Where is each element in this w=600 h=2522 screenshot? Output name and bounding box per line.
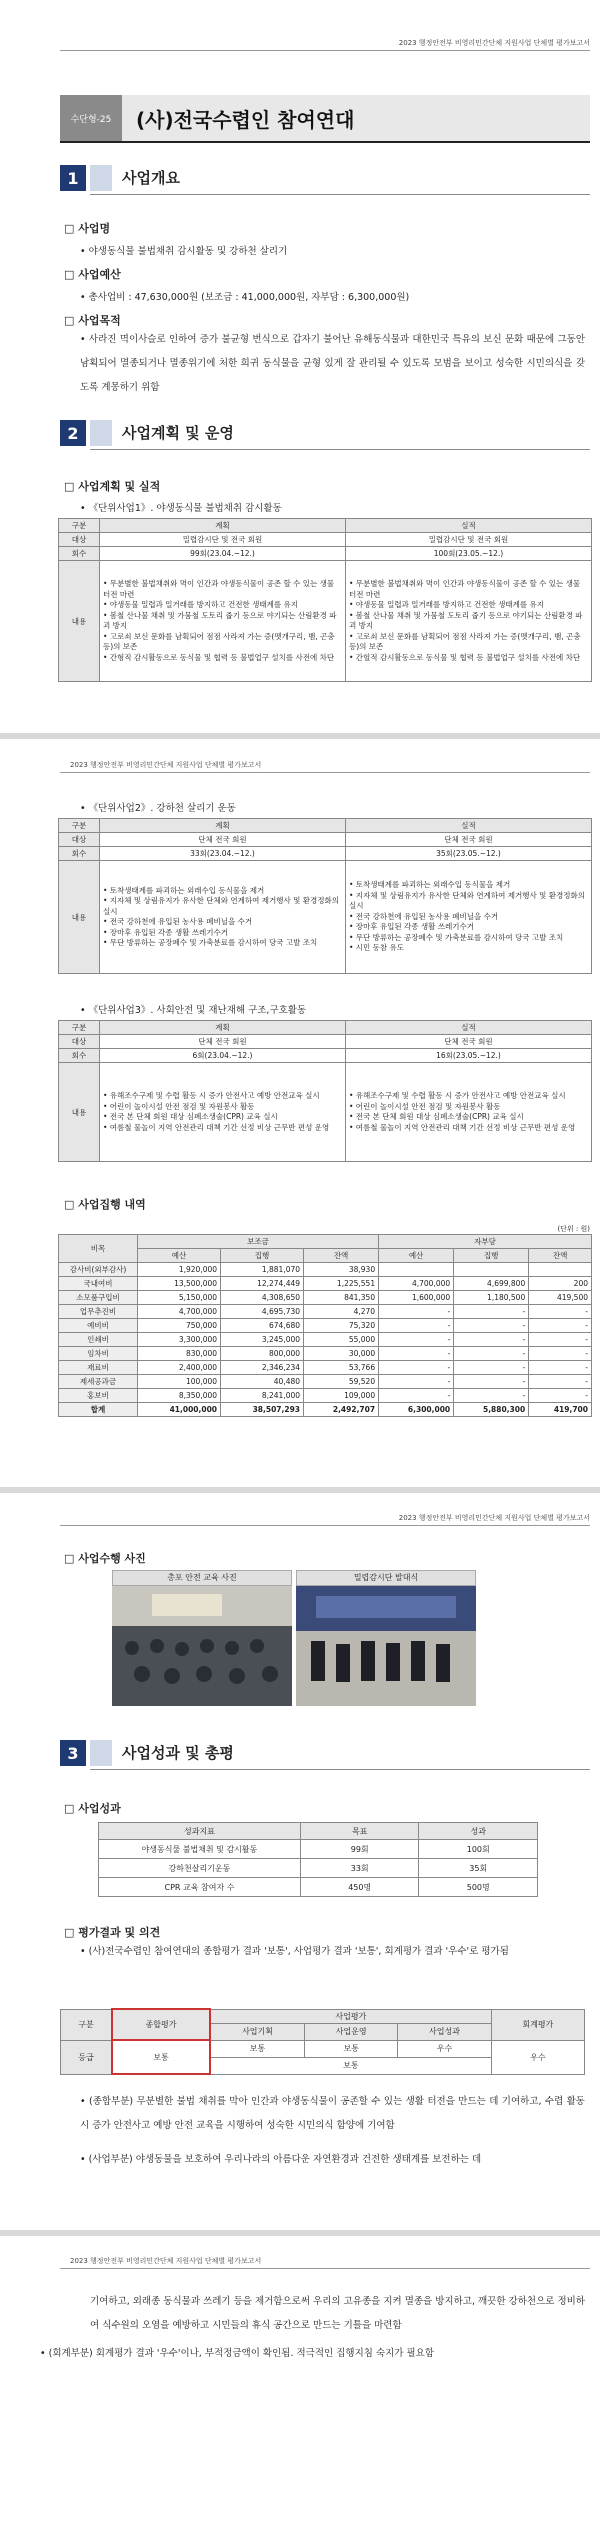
budget-text: • 총사업비 : 47,630,000원 (보조금 : 41,000,000원, 자부담 : 6,300,000원) [80, 292, 410, 303]
cell: 99회(23.04.~12.) [100, 547, 346, 561]
table-cell: 100회 [419, 1840, 538, 1859]
unit2-title: • 《단위사업2》. 강하천 살리기 운동 [80, 803, 236, 814]
eval-intro: • (사)전국수렵인 참여연대의 종합평가 결과 '보통', 사업평가 결과 '보통', 회계평가 결과 '우수'로 평가됨 [80, 1946, 509, 1957]
row-target: 대상 [59, 533, 100, 547]
table-cell: 99회 [300, 1840, 419, 1859]
col-total: 종합평가 [112, 2009, 210, 2040]
table-cell: - [379, 1319, 454, 1333]
table-cell: 8,350,000 [138, 1389, 221, 1403]
table-row [59, 1347, 592, 1361]
eval-general: • (종합부분) 무분별한 불법 채취를 막아 인간과 야생동식물이 공존할 수 있는 생활 터전을 만드는 데 기여하고, 수렵 활동 시 증가 안전사고 예방 안전 교육을 시행하여 성숙한 시민의식 함양에 기여함 [80, 2096, 585, 2131]
col-spent: 집행 [454, 1249, 529, 1263]
table-cell: 800,000 [221, 1347, 304, 1361]
table-cell: 41,000,000 [138, 1403, 221, 1417]
table-cell: 750,000 [138, 1319, 221, 1333]
cell: 33회(23.04.~12.) [100, 847, 346, 861]
project-name-text: • 야생동식물 불법채취 감시활동 및 강하천 살리기 [80, 246, 288, 257]
row-label: 업무추진비 [59, 1305, 138, 1319]
cell: 단체 전국 회원 [346, 1035, 592, 1049]
table-cell: 419,700 [529, 1403, 592, 1417]
table-cell: 109,000 [304, 1389, 379, 1403]
grade-total: 보통 [112, 2040, 210, 2074]
table-cell: 2,400,000 [138, 1361, 221, 1375]
col-self: 자부담 [379, 1235, 592, 1249]
org-title: (사)전국수렵인 참여연대 [136, 108, 355, 132]
table-row [99, 1859, 538, 1878]
page-break [0, 2230, 600, 2236]
cell: 밀렵감시단 및 전국 회원 [346, 533, 592, 547]
table-cell: 1,881,070 [221, 1263, 304, 1277]
table-cell: 4,700,000 [379, 1277, 454, 1291]
row-label: 홍보비 [59, 1389, 138, 1403]
table-cell: 38,507,293 [221, 1403, 304, 1417]
cell: 단체 전국 회원 [346, 833, 592, 847]
table-cell: - [529, 1347, 592, 1361]
section-2-heading [60, 420, 590, 446]
program-tag: 수단형-25 [60, 95, 122, 141]
table-cell: - [529, 1361, 592, 1375]
exec-unit: (단위 : 원) [557, 1225, 590, 1233]
cell: • 무분별한 불법채취와 멱이 인간과 야생동식물이 공존 할 수 있는 생물 터전 마련 • 야생동물 밀렵과 밀거래를 방지하고 건전한 생태계를 유지 • 봄철 산나물 채취 및 가뭄철 도토리 줍기 등으로 야기되는 산림환경 파괴 방지 • 고로쇠 보신 문화를 남획되어 점점 사라져 가는 증(멧개구리, 뱀, 곤충 등)의 보존 • 간헐적 감시활동으로 동식물 및 협력 등 불법업구 설치를 사전에 차단 [346, 561, 592, 682]
table-cell: - [529, 1319, 592, 1333]
table-row [59, 1277, 592, 1291]
section-1-heading [60, 165, 590, 191]
row-label: 인쇄비 [59, 1333, 138, 1347]
page-break [0, 1487, 600, 1493]
page-header: 2023 행정안전부 비영리민간단체 지원사업 단체별 평가보고서 [70, 761, 262, 769]
table-cell [529, 1263, 592, 1277]
table-cell: 강하천살리기운동 [99, 1859, 301, 1878]
col-budget: 예산 [379, 1249, 454, 1263]
table-cell: 55,000 [304, 1333, 379, 1347]
table-row [59, 1333, 592, 1347]
col-indicator: 성과지표 [99, 1823, 301, 1840]
grade-biz-total: 보통 [210, 2057, 491, 2074]
col-item: 비목 [59, 1235, 138, 1263]
table-cell: 4,695,730 [221, 1305, 304, 1319]
table-cell: 53,766 [304, 1361, 379, 1375]
grade-acct: 우수 [491, 2040, 584, 2074]
photo-launch-ceremony [296, 1586, 476, 1706]
exec-table [58, 1234, 592, 1417]
table-cell: 4,270 [304, 1305, 379, 1319]
table-row [59, 1389, 592, 1403]
cell: 단체 전국 회원 [100, 833, 346, 847]
table-cell: - [454, 1375, 529, 1389]
purpose-text: • 사라진 멱이사슬로 인하여 증가 불균형 번식으로 갑자기 불어난 유해동식물과 대한민국 특유의 보신 문화 때문에 그동안 남획되어 멸종되거나 멸종위기에 처한 희귀 동식물을 균형 있게 잘 관리될 수 있도록 모범을 보이고 성숙한 시민의식을 갖도록 계몽하기 위함 [80, 334, 585, 393]
unit2-table [58, 818, 592, 974]
table-row [59, 1305, 592, 1319]
row-label: 국내여비 [59, 1277, 138, 1291]
table-row [59, 1403, 592, 1417]
col-plan: 계획 [100, 819, 346, 833]
eval-table [60, 2008, 585, 2075]
heading-budget: □ 사업예산 [64, 268, 121, 281]
col-sub1: 사업기획 [210, 2023, 305, 2040]
section-number: 2 [60, 420, 86, 446]
table-cell: 5,150,000 [138, 1291, 221, 1305]
table-cell: 12,274,449 [221, 1277, 304, 1291]
row-label: 재료비 [59, 1361, 138, 1375]
cell: • 유해조수구제 및 수렵 활동 시 증가 안전사고 예방 안전교육 실시 • 어린이 놀이시설 안전 점검 및 자원봉사 활동 • 전국 본 단체 회원 대상 심폐소생술(CPR) 교육 실시 • 여름철 물놀이 지역 안전관리 대책 기간 선정 비상 근무반 편성 운영 [100, 1063, 346, 1162]
table-cell [379, 1263, 454, 1277]
table-cell: 38,930 [304, 1263, 379, 1277]
col-biz: 사업평가 [210, 2009, 491, 2023]
heading-eval: □ 평가결과 및 의견 [64, 1926, 161, 1939]
photo-safety-education [112, 1586, 292, 1706]
row-count: 회수 [59, 547, 100, 561]
table-cell: 200 [529, 1277, 592, 1291]
table-cell: - [379, 1361, 454, 1375]
col-gubun: 구분 [59, 819, 100, 833]
row-label: 제세공과금 [59, 1375, 138, 1389]
table-cell: 30,000 [304, 1347, 379, 1361]
header-rule [60, 50, 590, 51]
table-cell: - [454, 1333, 529, 1347]
unit1-title: • 《단위사업1》. 야생동식물 불법채취 감시활동 [80, 503, 282, 514]
cell: 16회(23.05.~12.) [346, 1049, 592, 1063]
table-cell: - [529, 1333, 592, 1347]
heading-outcome: □ 사업성과 [64, 1802, 121, 1815]
photo2-caption: 밀렵감시단 발대식 [296, 1570, 476, 1586]
col-result: 실적 [346, 819, 592, 833]
table-cell: 1,600,000 [379, 1291, 454, 1305]
col-spent: 집행 [221, 1249, 304, 1263]
table-cell: 59,520 [304, 1375, 379, 1389]
row-content: 내용 [59, 861, 100, 974]
section-title: 사업개요 [122, 169, 180, 187]
table-cell: 674,680 [221, 1319, 304, 1333]
table-row [59, 1361, 592, 1375]
section-title: 사업계획 및 운영 [122, 424, 234, 442]
table-row [99, 1840, 538, 1859]
table-cell: 40,480 [221, 1375, 304, 1389]
table-cell: - [454, 1347, 529, 1361]
col-gubun: 구분 [59, 519, 100, 533]
table-cell: 13,500,000 [138, 1277, 221, 1291]
table-cell: 419,500 [529, 1291, 592, 1305]
cell: 밀렵감시단 및 전국 회원 [100, 533, 346, 547]
table-cell: 450명 [300, 1878, 419, 1897]
section-rule [90, 194, 590, 195]
row-label: 합계 [59, 1403, 138, 1417]
table-cell [454, 1263, 529, 1277]
table-cell: 75,320 [304, 1319, 379, 1333]
table-row [59, 1291, 592, 1305]
cell: 100회(23.05.~12.) [346, 547, 592, 561]
table-cell: 3,300,000 [138, 1333, 221, 1347]
row-label: 소모품구입비 [59, 1291, 138, 1305]
table-cell: 1,225,551 [304, 1277, 379, 1291]
table-cell: 35회 [419, 1859, 538, 1878]
col-sub3: 사업성과 [398, 2023, 491, 2040]
col-plan: 계획 [100, 1021, 346, 1035]
col-plan: 계획 [100, 519, 346, 533]
cell: • 토착생태계를 파괴하는 외래수입 동식물을 제거 • 지자체 및 상림유지가 유사한 단체와 연계하여 제거행사 및 환경정화의 실시 • 전국 강하천에 유입된 농사용 폐비닐을 수거 • 장마후 유입된 각종 생활 쓰레기수거 • 무단 방류하는 공장폐수 및 가축분료를 감시하여 당국 고발 조치 [100, 861, 346, 974]
grade-ops: 보통 [305, 2040, 398, 2057]
row-content: 내용 [59, 561, 100, 682]
row-label: 감사비(외부감사) [59, 1263, 138, 1277]
unit3-table [58, 1020, 592, 1162]
table-cell: 5,880,300 [454, 1403, 529, 1417]
photo1-caption: 총포 안전 교육 사진 [112, 1570, 292, 1586]
col-gubun: 구분 [61, 2009, 113, 2040]
header-rule [60, 2268, 590, 2269]
heading-purpose: □ 사업목적 [64, 314, 121, 327]
page-header: 2023 행정안전부 비영리민간단체 지원사업 단체별 평가보고서 [70, 2257, 262, 2265]
page-header: 2023 행정안전부 비영리민간단체 지원사업 단체별 평가보고서 [398, 39, 590, 47]
page-break [0, 733, 600, 739]
section-title: 사업성과 및 총평 [122, 1744, 234, 1762]
table-cell: 3,245,000 [221, 1333, 304, 1347]
outcome-table [98, 1822, 538, 1897]
row-target: 대상 [59, 833, 100, 847]
col-acct: 회계평가 [491, 2009, 584, 2040]
row-count: 회수 [59, 847, 100, 861]
cell: 6회(23.04.~12.) [100, 1049, 346, 1063]
table-cell: - [379, 1389, 454, 1403]
col-target: 목표 [300, 1823, 419, 1840]
table-cell: - [454, 1389, 529, 1403]
heading-project-name: □ 사업명 [64, 222, 111, 235]
eval-business-cont: 기여하고, 외래종 동식물과 쓰레기 등을 제거함으로써 우리의 고유종을 지켜 멸종을 방지하고, 깨끗한 강하천으로 정비하여 식수원의 오염을 예방하고 시민들의 휴식 공간으로 만드는 기틀을 마련함 [90, 2296, 585, 2331]
table-row [59, 1375, 592, 1389]
table-cell: CPR 교육 참여자 수 [99, 1878, 301, 1897]
row-content: 내용 [59, 1063, 100, 1162]
table-cell: 2,492,707 [304, 1403, 379, 1417]
cell: 35회(23.05.~12.) [346, 847, 592, 861]
col-result: 실적 [346, 519, 592, 533]
table-cell: 100,000 [138, 1375, 221, 1389]
exec-table-body [59, 1263, 592, 1417]
grade-result: 우수 [398, 2040, 491, 2057]
table-cell: 1,180,500 [454, 1291, 529, 1305]
table-cell: - [379, 1305, 454, 1319]
cell: • 유해조수구제 및 수렵 활동 시 증가 안전사고 예방 안전교육 실시 • 어린이 놀이시설 안전 점검 및 자원봉사 활동 • 전국 본 단체 회원 대상 심폐소생술(CPR) 교육 실시 • 여름철 물놀이 지역 안전관리 대책 기간 선정 비상 근무반 편성 운영 [346, 1063, 592, 1162]
row-label: 예비비 [59, 1319, 138, 1333]
outcome-table-body [99, 1840, 538, 1897]
col-budget: 예산 [138, 1249, 221, 1263]
table-cell: 500명 [419, 1878, 538, 1897]
table-row [59, 1263, 592, 1277]
col-result: 실적 [346, 1021, 592, 1035]
cell: 단체 전국 회원 [100, 1035, 346, 1049]
col-gubun: 구분 [59, 1021, 100, 1035]
table-cell: - [529, 1375, 592, 1389]
section-rule [90, 449, 590, 450]
col-subsidy: 보조금 [138, 1235, 379, 1249]
header-rule [60, 1525, 590, 1526]
section-marker [90, 1740, 112, 1766]
row-grade: 등급 [61, 2040, 113, 2074]
row-label: 임차비 [59, 1347, 138, 1361]
section-number: 3 [60, 1740, 86, 1766]
unit1-table [58, 518, 592, 682]
eval-accounting: • (회계부분) 회계평가 결과 '우수'이나, 부적정금액이 확인됨. 적극적인 집행지침 숙지가 필요함 [40, 2348, 435, 2359]
table-cell: 4,308,650 [221, 1291, 304, 1305]
table-cell: 4,700,000 [138, 1305, 221, 1319]
grade-plan: 보통 [210, 2040, 305, 2057]
heading-exec: □ 사업집행 내역 [64, 1198, 146, 1211]
table-cell: - [379, 1347, 454, 1361]
col-remain: 잔액 [529, 1249, 592, 1263]
table-cell: 33회 [300, 1859, 419, 1878]
table-cell: 6,300,000 [379, 1403, 454, 1417]
table-cell: 1,920,000 [138, 1263, 221, 1277]
table-cell: 야생동식물 불법채취 및 감시활동 [99, 1840, 301, 1859]
table-row [59, 1319, 592, 1333]
table-cell: - [454, 1319, 529, 1333]
unit3-title: • 《단위사업3》. 사회안전 및 재난재해 구조,구호활동 [80, 1005, 307, 1016]
cell: • 무분별한 불법채취와 멱이 인간과 야생동식물이 공존 할 수 있는 생물 터전 마련 • 야생동물 밀렵과 밀거래를 방지하고 건전한 생태계를 유지 • 봄철 산나물 채취 및 가뭄철 도토리 줍기 등으로 야기되는 산림환경 파괴 방지 • 고로쇠 보신 문화를 남획되어 점점 사라져 가는 증(멧개구리, 뱀, 곤충 등)의 보존 • 간형직 감시활동으로 동식물 및 협력 등 불법업구 설치를 사전에 차단 [100, 561, 346, 682]
table-cell: 841,350 [304, 1291, 379, 1305]
col-outcome: 성과 [419, 1823, 538, 1840]
row-count: 회수 [59, 1049, 100, 1063]
table-cell: - [379, 1375, 454, 1389]
section-number: 1 [60, 165, 86, 191]
cell: • 토착생태계를 파괴하는 외래수입 동식물을 제거 • 지자체 및 상림유지가 유사한 단체와 연계하여 제거행사 및 환경정화의 실시 • 전국 강하천에 유입된 농사용 폐비닐을 수거 • 장마후 유입된 각종 생활 쓰레기수거 • 무단 방류하는 공장폐수 및 가축분료를 감시하여 당국 고발 조치 • 시민 동참 유도 [346, 861, 592, 974]
table-cell: 8,241,000 [221, 1389, 304, 1403]
section-3-heading [60, 1740, 590, 1766]
table-row [99, 1878, 538, 1897]
org-title-bar [60, 95, 590, 143]
section-marker [90, 420, 112, 446]
section-marker [90, 165, 112, 191]
heading-photo: □ 사업수행 사진 [64, 1552, 146, 1565]
table-cell: - [454, 1361, 529, 1375]
page-header: 2023 행정안전부 비영리민간단체 지원사업 단체별 평가보고서 [398, 1514, 590, 1522]
table-cell: 4,699,800 [454, 1277, 529, 1291]
table-cell: - [379, 1333, 454, 1347]
table-cell: 830,000 [138, 1347, 221, 1361]
heading-plan: □ 사업계획 및 실적 [64, 480, 161, 493]
table-cell: 2,346,234 [221, 1361, 304, 1375]
section-rule [90, 1769, 590, 1770]
col-remain: 잔액 [304, 1249, 379, 1263]
table-cell: - [454, 1305, 529, 1319]
table-cell: - [529, 1389, 592, 1403]
col-sub2: 사업운영 [305, 2023, 398, 2040]
header-rule [60, 772, 590, 773]
table-cell: - [529, 1305, 592, 1319]
row-target: 대상 [59, 1035, 100, 1049]
eval-business: • (사업부분) 야생동물을 보호하여 우리나라의 아름다운 자연환경과 건전한 생태계를 보전하는 데 [80, 2154, 482, 2165]
